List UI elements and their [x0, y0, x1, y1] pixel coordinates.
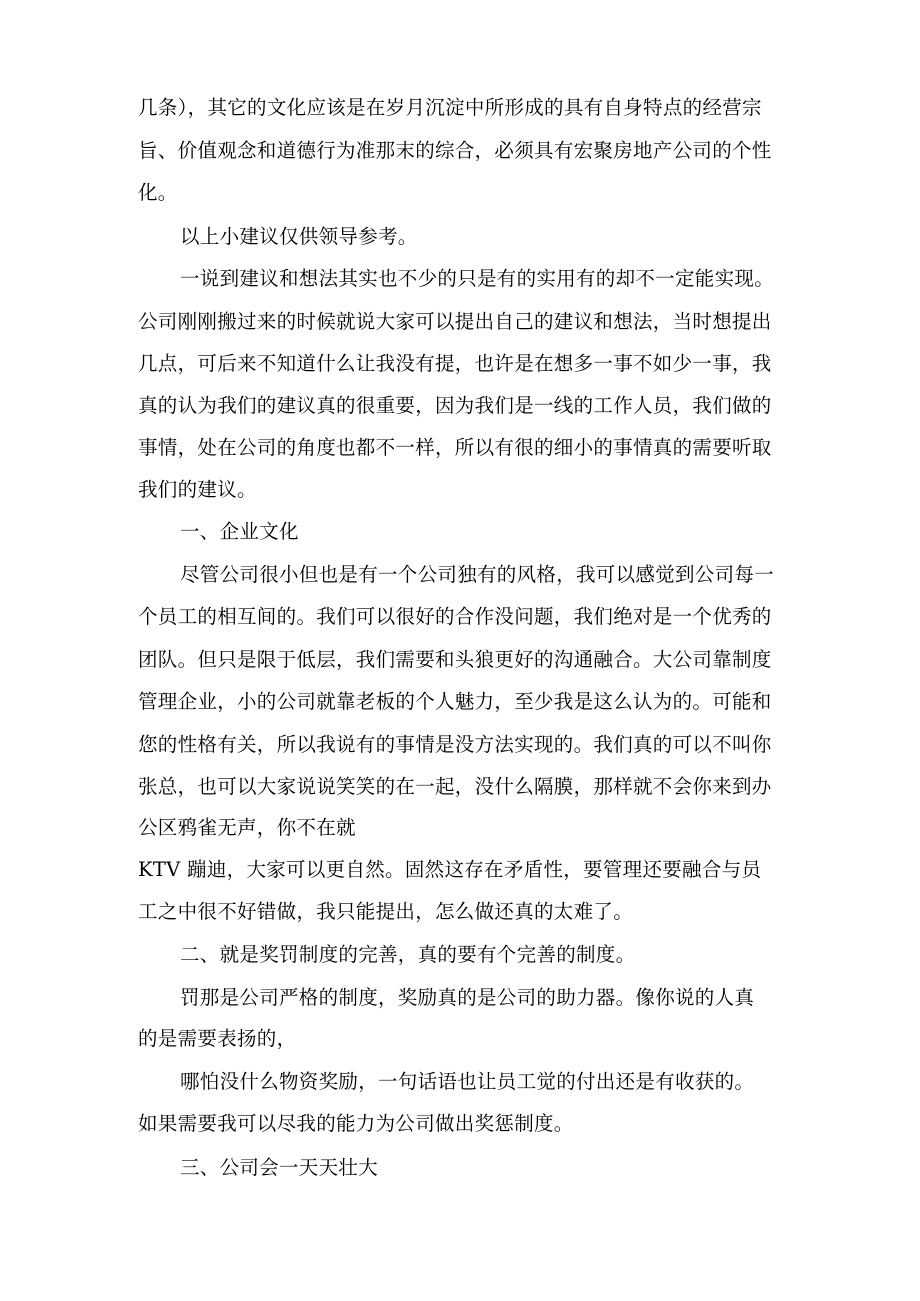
text-line: 公区鸦雀无声，你不在就 — [138, 816, 356, 839]
text-line: 个员工的相互间的。我们可以很好的合作没问题，我们绝对是一个优秀的 — [138, 605, 772, 628]
text-line: 罚那是公司严格的制度，奖励真的是公司的助力器。像你说的人真 — [180, 986, 755, 1009]
text-line: 如果需要我可以尽我的能力为公司做出奖惩制度。 — [138, 1112, 574, 1135]
text-line: 几条），其它的文化应该是在岁月沉淀中所形成的具有自身特点的经营宗 — [138, 96, 762, 119]
text-line: 您的性格有关，所以我说有的事情是没方法实现的。我们真的可以不叫你 — [138, 733, 772, 756]
section-heading: 三、公司会一天天壮大 — [180, 1156, 379, 1179]
text-line: 管理企业，小的公司就靠老板的个人魅力，至少我是这么认为的。可能和 — [138, 690, 772, 713]
text-line: 几点，可后来不知道什么让我没有提，也许是在想多一事不如少一事，我 — [138, 352, 772, 375]
text-line: 化。 — [138, 181, 178, 204]
section-heading: 一、企业文化 — [180, 520, 299, 543]
text-line: 事情，处在公司的角度也都不一样，所以有很的细小的事情真的需要听取 — [138, 436, 772, 459]
text-line: 公司刚刚搬过来的时候就说大家可以提出自己的建议和想法，当时想提出 — [138, 310, 772, 333]
text-line: 我们的建议。 — [138, 478, 257, 501]
text-line: 团队。但只是限于低层，我们需要和头狼更好的沟通融合。大公司靠制度 — [138, 648, 772, 671]
text-line: 哪怕没什么物资奖励，一句话语也让员工觉的付出还是有收获的。 — [180, 1070, 755, 1093]
text-line: 以上小建议仅供领导参考。 — [180, 225, 418, 248]
text-line: 张总，也可以大家说说笑笑的在一起，没什么隔膜，那样就不会你来到办 — [138, 775, 772, 798]
text-line: 旨、价值观念和道德行为准那末的综合，必须具有宏聚房地产公司的个性 — [138, 139, 772, 162]
text-line: 一说到建议和想法其实也不少的只是有的实用有的却不一定能实现。 — [180, 267, 775, 290]
section-heading: 二、就是奖罚制度的完善，真的要有个完善的制度。 — [180, 943, 636, 966]
text-line: KTV 蹦迪，大家可以更自然。固然这存在矛盾性，要管理还要融合与员 — [138, 858, 762, 881]
text-line: 工之中很不好错做，我只能提出，怎么做还真的太难了。 — [138, 900, 634, 923]
text-line: 尽管公司很小但也是有一个公司独有的风格，我可以感觉到公司每一 — [180, 563, 775, 586]
text-line: 的是需要表扬的， — [138, 1027, 297, 1050]
text-line: 真的认为我们的建议真的很重要，因为我们是一线的工作人员，我们做的 — [138, 394, 772, 417]
